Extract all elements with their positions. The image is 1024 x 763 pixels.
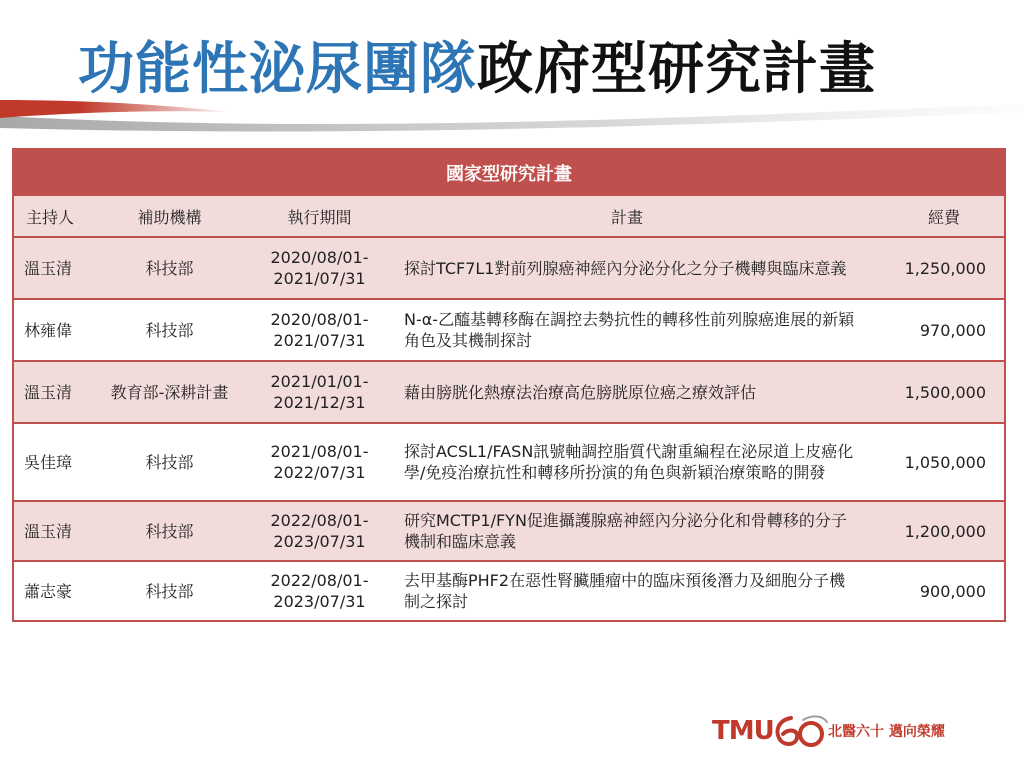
pi-cell: 吳佳璋: [13, 423, 92, 501]
period-start: 2020/08/01-: [270, 310, 369, 329]
period-start: 2022/08/01-: [270, 511, 369, 530]
table-row: [13, 501, 1005, 561]
project-cell: 藉由膀胱化熱療法治療高危膀胱原位癌之療效評估: [392, 361, 862, 423]
period-end: 2023/07/31: [273, 532, 366, 551]
pi-cell: 蕭志豪: [13, 561, 92, 621]
table-row: [13, 561, 1005, 621]
tmu-logo: [712, 712, 1012, 752]
period-cell: [247, 501, 392, 561]
period-end: 2021/07/31: [273, 269, 366, 288]
amount-cell: 1,200,000: [862, 501, 1005, 561]
amount-cell: 970,000: [862, 299, 1005, 361]
table-row: [13, 237, 1005, 299]
amount-cell: 1,250,000: [862, 237, 1005, 299]
period-end: 2022/07/31: [273, 463, 366, 482]
title-swoosh-decoration: [0, 92, 1024, 136]
table-caption: 國家型研究計畫: [13, 149, 1005, 196]
period-start: 2022/08/01-: [270, 571, 369, 590]
logo-slogan: 北醫六十 邁向榮耀: [828, 724, 945, 740]
period-start: 2021/08/01-: [270, 442, 369, 461]
table-row: [13, 299, 1005, 361]
column-header-agency: 補助機構: [92, 196, 247, 237]
agency-cell: 教育部-深耕計畫: [92, 361, 247, 423]
amount-cell: 1,500,000: [862, 361, 1005, 423]
project-cell: 探討TCF7L1對前列腺癌神經內分泌分化之分子機轉與臨床意義: [392, 237, 862, 299]
pi-cell: 溫玉清: [13, 361, 92, 423]
pi-cell: 溫玉清: [13, 237, 92, 299]
period-start: 2021/01/01-: [270, 372, 369, 391]
agency-cell: 科技部: [92, 237, 247, 299]
period-cell: [247, 237, 392, 299]
amount-cell: 1,050,000: [862, 423, 1005, 501]
agency-cell: 科技部: [92, 501, 247, 561]
project-cell: 去甲基酶PHF2在惡性腎臟腫瘤中的臨床預後潛力及細胞分子機制之探討: [392, 561, 862, 621]
project-cell: 探討ACSL1/FASN訊號軸調控脂質代謝重編程在泌尿道上皮癌化學/免疫治療抗性和轉移所扮演的角色與新穎治療策略的開發: [392, 423, 862, 501]
period-cell: [247, 299, 392, 361]
research-table: [12, 148, 1006, 622]
column-header-pi: 主持人: [13, 196, 92, 237]
project-cell: N-α-乙醯基轉移酶在調控去勢抗性的轉移性前列腺癌進展的新穎角色及其機制探討: [392, 299, 862, 361]
agency-cell: 科技部: [92, 299, 247, 361]
column-header-project: 計畫: [392, 196, 862, 237]
period-end: 2021/07/31: [273, 331, 366, 350]
table-row: [13, 423, 1005, 501]
title-highlight: 功能性泌尿團隊: [78, 37, 477, 102]
period-end: 2021/12/31: [273, 393, 366, 412]
pi-cell: 溫玉清: [13, 501, 92, 561]
title-rest: 政府型研究計畫: [477, 37, 876, 102]
agency-cell: 科技部: [92, 423, 247, 501]
period-cell: [247, 423, 392, 501]
period-start: 2020/08/01-: [270, 248, 369, 267]
column-header-period: 執行期間: [247, 196, 392, 237]
sixty-anniversary-icon: [767, 712, 837, 750]
logo-brand: TMU: [712, 716, 774, 746]
pi-cell: 林雍偉: [13, 299, 92, 361]
column-header-amount: 經費: [862, 196, 1005, 237]
amount-cell: 900,000: [862, 561, 1005, 621]
project-cell: 研究MCTP1/FYN促進攝護腺癌神經內分泌分化和骨轉移的分子機制和臨床意義: [392, 501, 862, 561]
agency-cell: 科技部: [92, 561, 247, 621]
column-header-row: [13, 196, 1005, 237]
table-row: [13, 361, 1005, 423]
period-cell: [247, 561, 392, 621]
period-end: 2023/07/31: [273, 592, 366, 611]
period-cell: [247, 361, 392, 423]
research-table-container: [12, 148, 1004, 622]
